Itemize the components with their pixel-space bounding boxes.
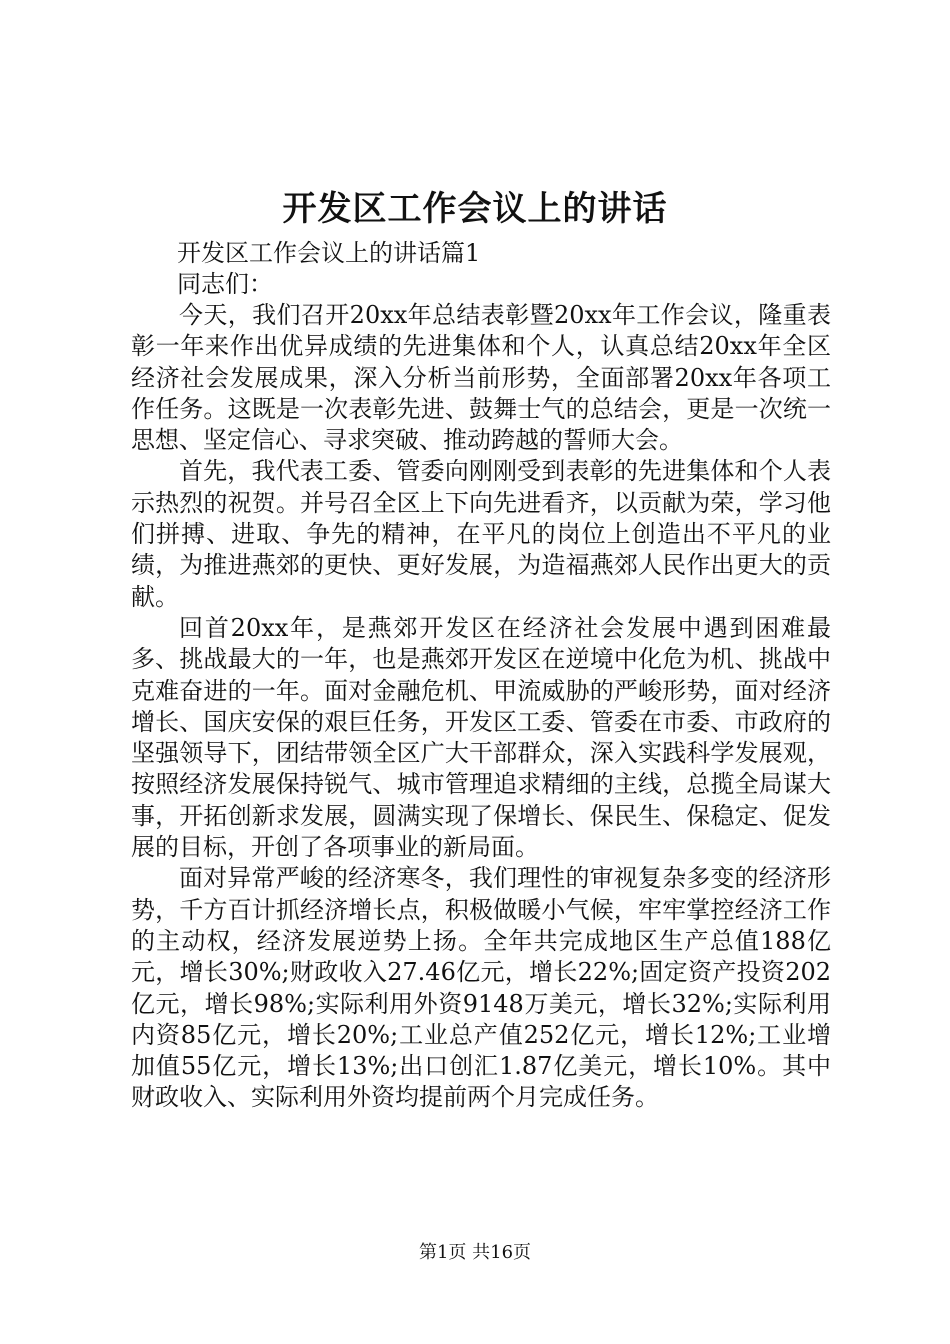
paragraph-3: 回首20xx年，是燕郊开发区在经济社会发展中遇到困难最多、挑战最大的一年，也是燕郊开发区在逆境中化危为机、挑战中克难奋进的一年。面对金融危机、甲流威胁的严峻形势，面对经济增长、国庆安保的艰巨任务，开发区工委、管委在市委、市政府的坚强领导下，团结带领全区广大干部群众，深入实践科学发展观，按照经济发展保持锐气、城市管理追求精细的主线，总揽全局谋大事，开拓创新求发展，圆满实现了保增长、保民生、保稳定、促发展的目标，开创了各项事业的新局面。 [131, 613, 831, 862]
document-title: 开发区工作会议上的讲话 [282, 189, 668, 229]
document-body [131, 238, 831, 1114]
paragraph-2: 首先，我代表工委、管委向刚刚受到表彰的先进集体和个人表示热烈的祝贺。并号召全区上下向先进看齐，以贡献为荣，学习他们拼搏、进取、争先的精神，在平凡的岗位上创造出不平凡的业绩，为推进燕郊的更快、更好发展，为造福燕郊人民作出更大的贡献。 [131, 457, 831, 611]
paragraph-1: 今天，我们召开20xx年总结表彰暨20xx年工作会议，隆重表彰一年来作出优异成绩的先进集体和个人，认真总结20xx年全区经济社会发展成果，深入分析当前形势，全面部署20xx年各项工作任务。这既是一次表彰先进、鼓舞士气的总结会，更是一次统一思想、坚定信心、寻求突破、推动跨越的誓师大会。 [131, 301, 831, 455]
paragraph-4: 面对异常严峻的经济寒冬，我们理性的审视复杂多变的经济形势，千方百计抓经济增长点，积极做暖小气候，牢牢掌控经济工作的主动权，经济发展逆势上扬。全年共完成地区生产总值188亿元，增长30%;财政收入27.46亿元，增长22%;固定资产投资202亿元，增长98%;实际利用外资9148万美元，增长32%;实际利用内资85亿元，增长20%;工业总产值252亿元，增长12%;工业增加值55亿元，增长13%;出口创汇1.87亿美元，增长10%。其中财政收入、实际利用外资均提前两个月完成任务。 [131, 864, 831, 1112]
section-subtitle: 开发区工作会议上的讲话篇1 [177, 239, 481, 267]
salutation: 同志们： [177, 270, 273, 298]
page-number-footer: 第1页 共16页 [418, 1242, 532, 1263]
